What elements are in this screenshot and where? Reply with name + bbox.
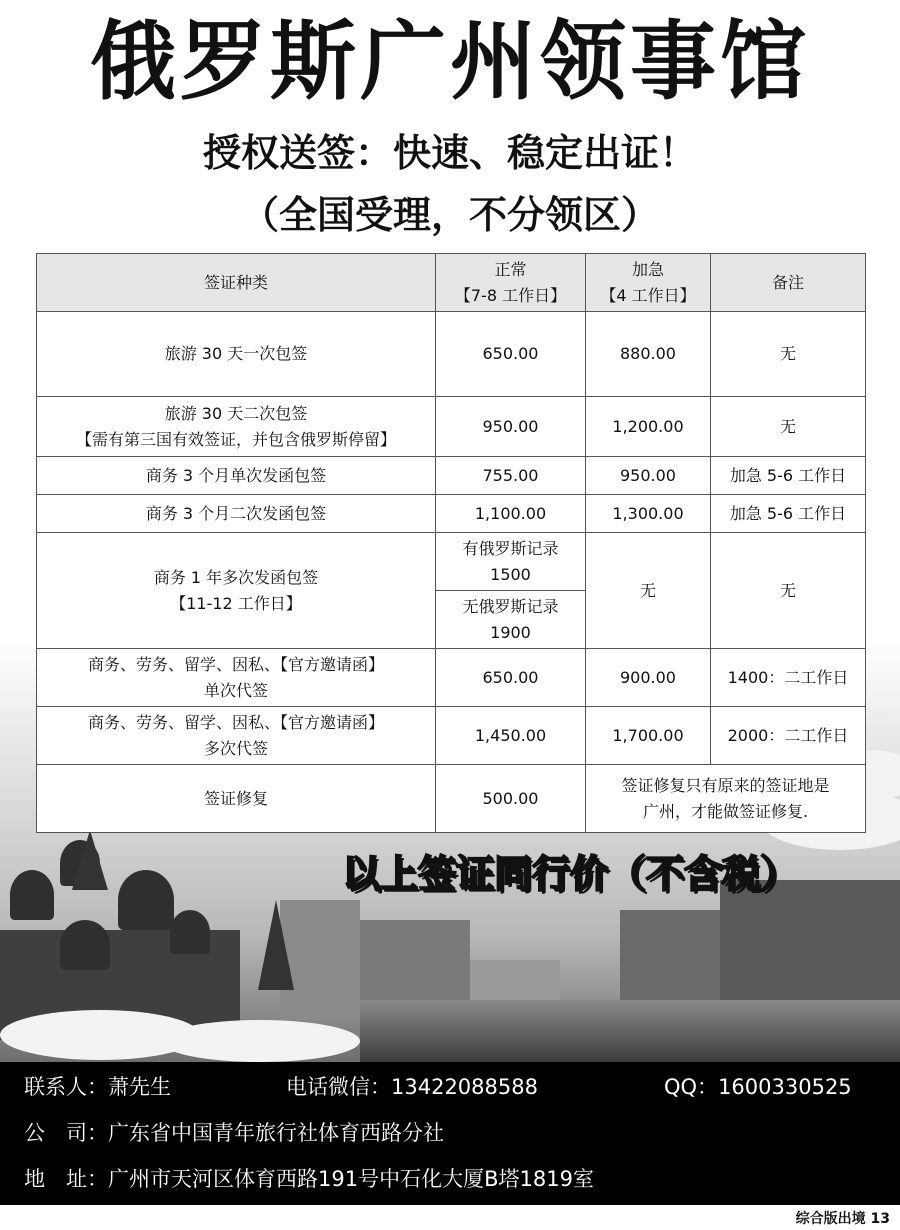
remark-cell: 无 <box>711 312 866 397</box>
remark-cell: 无 <box>711 533 866 649</box>
table-row <box>37 533 866 591</box>
normal-price-cell: 950.00 <box>436 397 586 457</box>
phone-label: 电话微信： <box>286 1075 391 1099</box>
header-urgent: 加急 【4 工作日】 <box>586 254 711 312</box>
repair-note-cell: 签证修复只有原来的签证地是 广州，才能做签证修复. <box>586 765 866 833</box>
visa-type-cell: 商务、劳务、留学、因私、【官方邀请函】 多次代签 <box>37 707 436 765</box>
address-value: 广州市天河区体育西路191号中石化大厦B塔1819室 <box>108 1167 594 1191</box>
table-row <box>37 649 866 707</box>
visa-type-cell: 旅游 30 天一次包签 <box>37 312 436 397</box>
visa-type-cell: 商务 3 个月二次发函包签 <box>37 495 436 533</box>
header-normal: 正常 【7-8 工作日】 <box>436 254 586 312</box>
subtitle: 授权送签：快速、稳定出证！ <box>202 131 697 175</box>
normal-price-cell: 650.00 <box>436 649 586 707</box>
qq-label: QQ： <box>664 1075 719 1099</box>
header-visa-type: 签证种类 <box>37 254 436 312</box>
table-row <box>37 397 866 457</box>
visa-price-table <box>36 253 866 833</box>
visa-type-cell: 签证修复 <box>37 765 436 833</box>
subtitle-scope: （全国受理，不分领区） <box>240 193 659 237</box>
peer-price-banner: 以上签证同行价（不含税） <box>341 852 798 896</box>
visa-type-cell: 旅游 30 天二次包签 【需有第三国有效签证，并包含俄罗斯停留】 <box>37 397 436 457</box>
header-remark: 备注 <box>711 254 866 312</box>
visa-type-cell: 商务 3 个月单次发函包签 <box>37 457 436 495</box>
urgent-price-cell: 1,700.00 <box>586 707 711 765</box>
normal-price-cell: 755.00 <box>436 457 586 495</box>
urgent-price-cell: 950.00 <box>586 457 711 495</box>
table-row <box>37 765 866 833</box>
table-row <box>37 457 866 495</box>
page-title: 俄罗斯广州领事馆 <box>90 11 810 112</box>
page-number-note: 综合版出境 13 <box>795 1211 890 1227</box>
qq-number[interactable]: 1600330525 <box>718 1075 852 1099</box>
visa-type-cell: 商务、劳务、留学、因私、【官方邀请函】 单次代签 <box>37 649 436 707</box>
table-row <box>37 495 866 533</box>
urgent-price-cell: 880.00 <box>586 312 711 397</box>
urgent-price-cell: 无 <box>586 533 711 649</box>
remark-cell: 1400：二工作日 <box>711 649 866 707</box>
table-row <box>37 707 866 765</box>
contact-label: 联系人： <box>24 1075 108 1099</box>
normal-price-cell: 500.00 <box>436 765 586 833</box>
river <box>360 1000 900 1062</box>
normal-price-cell: 无俄罗斯记录 1900 <box>436 591 586 649</box>
normal-price-cell: 1,100.00 <box>436 495 586 533</box>
urgent-price-cell: 1,200.00 <box>586 397 711 457</box>
contact-name: 萧先生 <box>108 1075 171 1099</box>
table-row <box>37 312 866 397</box>
company-label: 公 司： <box>24 1121 108 1145</box>
remark-cell: 加急 5-6 工作日 <box>711 495 866 533</box>
normal-price-cell: 有俄罗斯记录 1500 <box>436 533 586 591</box>
remark-cell: 2000：二工作日 <box>711 707 866 765</box>
visa-type-cell: 商务 1 年多次发函包签 【11-12 工作日】 <box>37 533 436 649</box>
urgent-price-cell: 900.00 <box>586 649 711 707</box>
phone-number[interactable]: 13422088588 <box>391 1075 538 1099</box>
company-name: 广东省中国青年旅行社体育西路分社 <box>108 1121 444 1145</box>
remark-cell: 无 <box>711 397 866 457</box>
contact-footer <box>0 1062 900 1205</box>
urgent-price-cell: 1,300.00 <box>586 495 711 533</box>
remark-cell: 加急 5-6 工作日 <box>711 457 866 495</box>
normal-price-cell: 650.00 <box>436 312 586 397</box>
normal-price-cell: 1,450.00 <box>436 707 586 765</box>
address-label: 地 址： <box>24 1167 108 1191</box>
